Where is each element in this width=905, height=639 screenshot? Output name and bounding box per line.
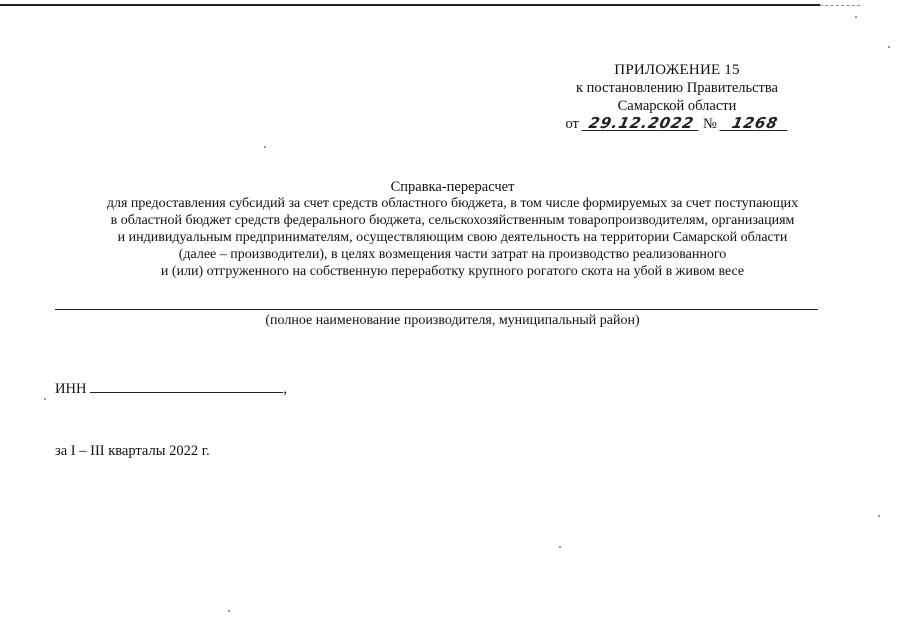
scan-speck (228, 610, 230, 612)
date-prefix: от (565, 116, 579, 132)
appendix-header (537, 61, 817, 133)
number-prefix: № (703, 116, 717, 132)
scan-speck (559, 546, 561, 548)
producer-name-field-line[interactable] (55, 309, 818, 310)
description-line: (далее – производители), в целях возмещения части затрат на производство реализованного (178, 247, 727, 262)
scan-speck (878, 515, 880, 517)
appendix-date-line (537, 115, 817, 133)
handwritten-date: 29.12.2022 (581, 116, 701, 131)
handwritten-number: 1268 (719, 116, 790, 131)
inn-comma: , (283, 381, 288, 397)
producer-name-caption: (полное наименование производителя, муниципальный район) (265, 313, 640, 328)
scan-speck (264, 146, 266, 148)
document-description (60, 195, 845, 280)
appendix-title: ПРИЛОЖЕНИЕ 15 (614, 62, 740, 78)
inn-row (55, 378, 287, 398)
appendix-resolution-line: к постановлению Правительства (576, 80, 778, 96)
inn-label: ИНН (55, 381, 87, 397)
reporting-period: за I – III кварталы 2022 г. (55, 443, 210, 459)
top-border-line-tail (820, 5, 860, 6)
description-line: в областной бюджет средств федерального бюджета, сельскохозяйственным товаропроизводителям, организациям (110, 213, 795, 228)
description-line: для предоставления субсидий за счет средств областного бюджета, в том числе формируемых за счет поступающих (106, 196, 799, 211)
inn-field-line[interactable] (90, 378, 283, 393)
description-line: и (или) отгруженного на собственную переработку крупного рогатого скота на убой в живом весе (160, 264, 745, 279)
appendix-region-line: Самарской области (617, 98, 737, 114)
scan-speck (855, 16, 857, 18)
document-title: Справка-перерасчет (390, 179, 515, 195)
scan-speck (44, 398, 46, 400)
scan-speck (888, 46, 890, 48)
description-line: и индивидуальным предпринимателям, осуществляющим свою деятельность на территории Самарской области (117, 230, 788, 245)
top-border-line (0, 4, 820, 6)
